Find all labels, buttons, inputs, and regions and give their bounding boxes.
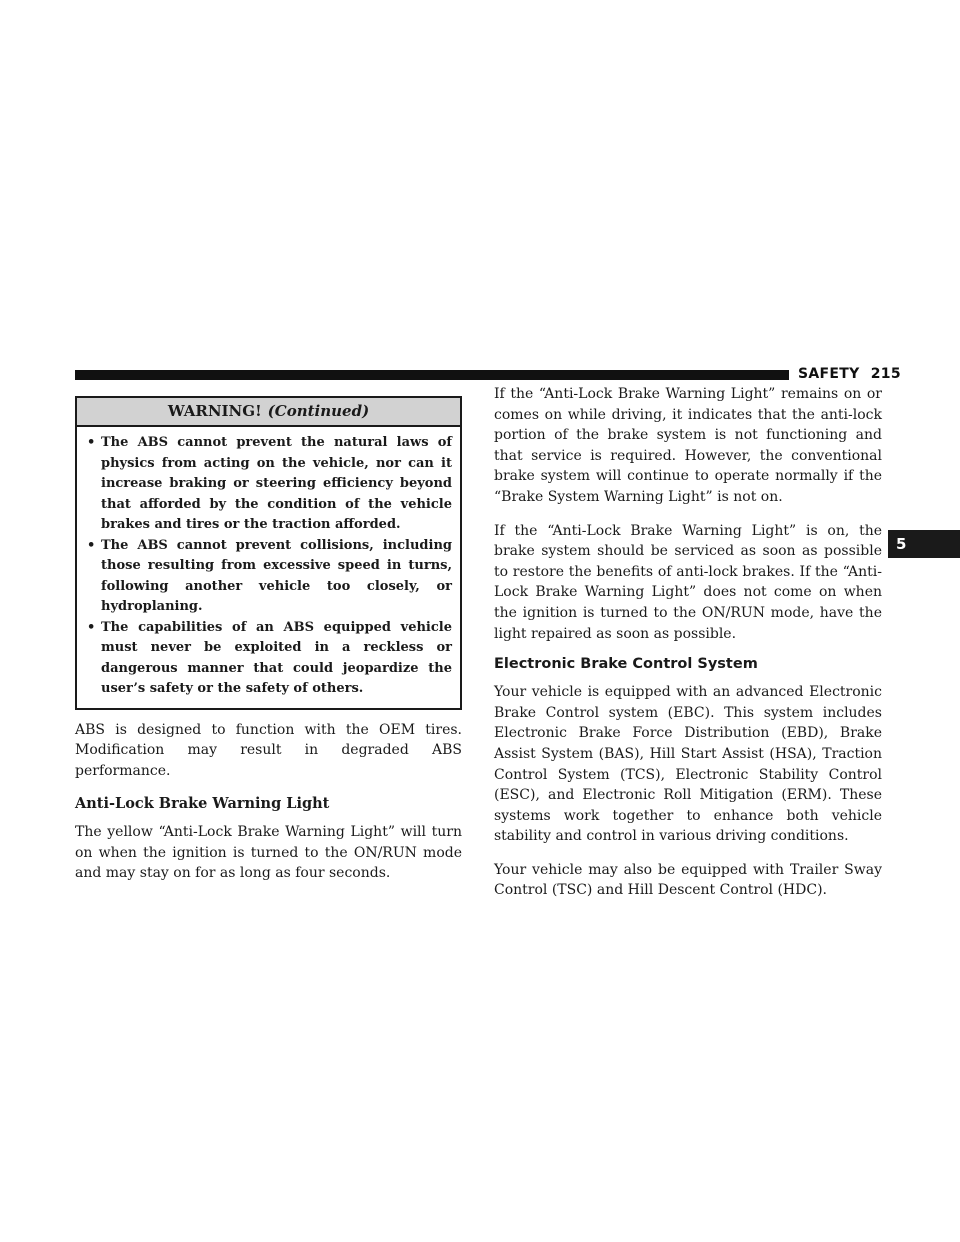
warning-item: [87, 433, 452, 536]
ebc-paragraph: Your vehicle is equipped with an advanced Electronic Brake Control system (EBC). This system includes Electronic Brake Force Distribution (EBD), Brake Assist System (BAS), Hill Start Assist (HSA), Traction Control System (TCS), Electronic Stability Control (ESC), and Electronic Roll Mitigation (ERM). These systems work together to enhance both vehicle stability and control in various driving conditions.: [494, 684, 882, 845]
chapter-tab: 5: [888, 530, 960, 558]
warning-list: [77, 427, 460, 708]
abs-warning-light-heading: Anti-Lock Brake Warning Light: [75, 795, 330, 813]
abs-light-on-paragraph: If the “Anti-Lock Brake Warning Light” is on, the brake system should be serviced as soon as possible to restore the benefits of anti-lock brakes. If the “Anti-Lock Brake Warning Light” does not come on when the ignition is turned to the ON/RUN mode, have the light repaired as soon as possible.: [494, 522, 882, 642]
bullet-icon: •: [87, 619, 96, 635]
tsc-hdc-paragraph: Your vehicle may also be equipped with Trailer Sway Control (TSC) and Hill Descent Control (HDC).: [494, 861, 882, 899]
warning-title: WARNING!: [167, 402, 262, 420]
header-rule: [75, 370, 789, 380]
warning-item-text: The ABS cannot prevent the natural laws of physics from acting on the vehicle, nor can it increase braking or steering efficiency beyond that afforded by the condition of the vehicle brakes and tires or the traction afforded.: [101, 435, 452, 532]
abs-tires-paragraph: ABS is designed to function with the OEM tires. Modification may result in degraded ABS performance.: [75, 721, 462, 779]
section-title: SAFETY: [798, 366, 860, 382]
right-column: [494, 384, 882, 901]
warning-item: [87, 618, 452, 700]
ebc-heading: Electronic Brake Control System: [494, 656, 758, 673]
left-column: [75, 396, 462, 884]
page-number: 215: [870, 366, 901, 382]
warning-item-text: The capabilities of an ABS equipped vehicle must never be exploited in a reckless or dangerous manner that could jeopardize the user’s safety or the safety of others.: [101, 619, 452, 696]
warning-box: [75, 396, 462, 710]
bullet-icon: •: [87, 435, 96, 450]
bullet-icon: •: [87, 537, 96, 553]
warning-header: [77, 398, 460, 427]
running-header: [798, 366, 901, 382]
warning-item: [87, 536, 452, 618]
abs-light-remains-paragraph: If the “Anti-Lock Brake Warning Light” remains on or comes on while driving, it indicates that the anti-lock portion of the brake system is not functioning and that service is required. However, the conventional brake system will continue to operate normally if the “Brake System Warning Light” is not on.: [494, 386, 882, 505]
abs-warning-light-paragraph: The yellow “Anti-Lock Brake Warning Light” will turn on when the ignition is turned to the ON/RUN mode and may stay on for as long as four seconds.: [75, 824, 462, 882]
warning-continued: (Continued): [267, 402, 370, 420]
warning-item-text: The ABS cannot prevent collisions, including those resulting from excessive speed in turns, following another vehicle too closely, or hydroplaning.: [101, 537, 452, 614]
